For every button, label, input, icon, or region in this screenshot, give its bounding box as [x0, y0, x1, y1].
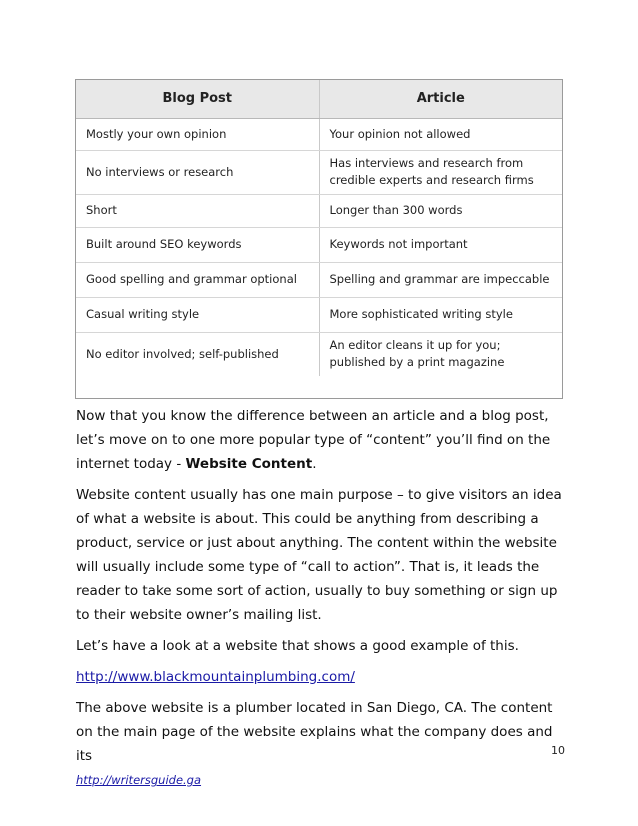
body-text: [76, 404, 562, 775]
paragraph-example-intro: Let’s have a look at a website that shows a good example of this.: [76, 638, 519, 654]
table-cell: Casual writing style: [76, 297, 319, 332]
table-cell: Spelling and grammar are impeccable: [319, 262, 562, 297]
paragraph-link: [76, 665, 562, 689]
table-cell: An editor cleans it up for you; published by a print magazine: [329, 338, 505, 370]
paragraph-website-content: Website content usually has one main purpose – to give visitors an idea of what a website is about. This could be anything from describing a product, service or just about anything. The content within the website will usually include some type of “call to action”. That is, it leads the reader to take some sort of action, usually to buy something or sign up to their website owner’s mailing list.: [76, 487, 562, 623]
paragraph-plumber: The above website is a plumber located in San Diego, CA. The content on the main page of the website explains what the company does and its: [76, 700, 553, 764]
blackmountain-plumbing-link[interactable]: http://www.blackmountainplumbing.com/: [76, 669, 355, 685]
table-cell: Longer than 300 words: [319, 194, 562, 227]
page-number: 10: [551, 744, 565, 757]
table-row: [76, 227, 562, 262]
blog-vs-article-table: [76, 80, 562, 376]
table-row: [76, 118, 562, 150]
intro-text: Now that you know the difference between an article and a blog post, let’s move on to one more popular type of “content” you’ll find on the internet today -: [76, 408, 551, 472]
table-cell: Mostly your own opinion: [76, 118, 319, 150]
table-row: [76, 332, 562, 376]
table-row: [76, 262, 562, 297]
website-content-term: Website Content: [185, 456, 313, 472]
table-cell: No editor involved; self-published: [76, 332, 319, 376]
footer-link[interactable]: http://writersguide.ga: [76, 773, 202, 787]
header-article: Article: [319, 80, 562, 118]
table-cell: Has interviews and research from credible experts and research firms: [319, 150, 562, 194]
table-header-row: [76, 80, 562, 118]
table-row: [76, 150, 562, 194]
table-cell: Keywords not important: [319, 227, 562, 262]
table-row: [76, 194, 562, 227]
comparison-table: [75, 79, 563, 399]
table-row: [76, 297, 562, 332]
table-cell: Good spelling and grammar optional: [76, 262, 319, 297]
intro-period: .: [312, 456, 317, 472]
paragraph-intro: [76, 404, 562, 476]
table-cell: More sophisticated writing style: [319, 297, 562, 332]
header-blog-post: Blog Post: [76, 80, 319, 118]
table-cell: No interviews or research: [76, 150, 319, 194]
table-cell: Short: [76, 194, 319, 227]
table-cell: Built around SEO keywords: [76, 227, 319, 262]
table-cell: Your opinion not allowed: [319, 118, 562, 150]
